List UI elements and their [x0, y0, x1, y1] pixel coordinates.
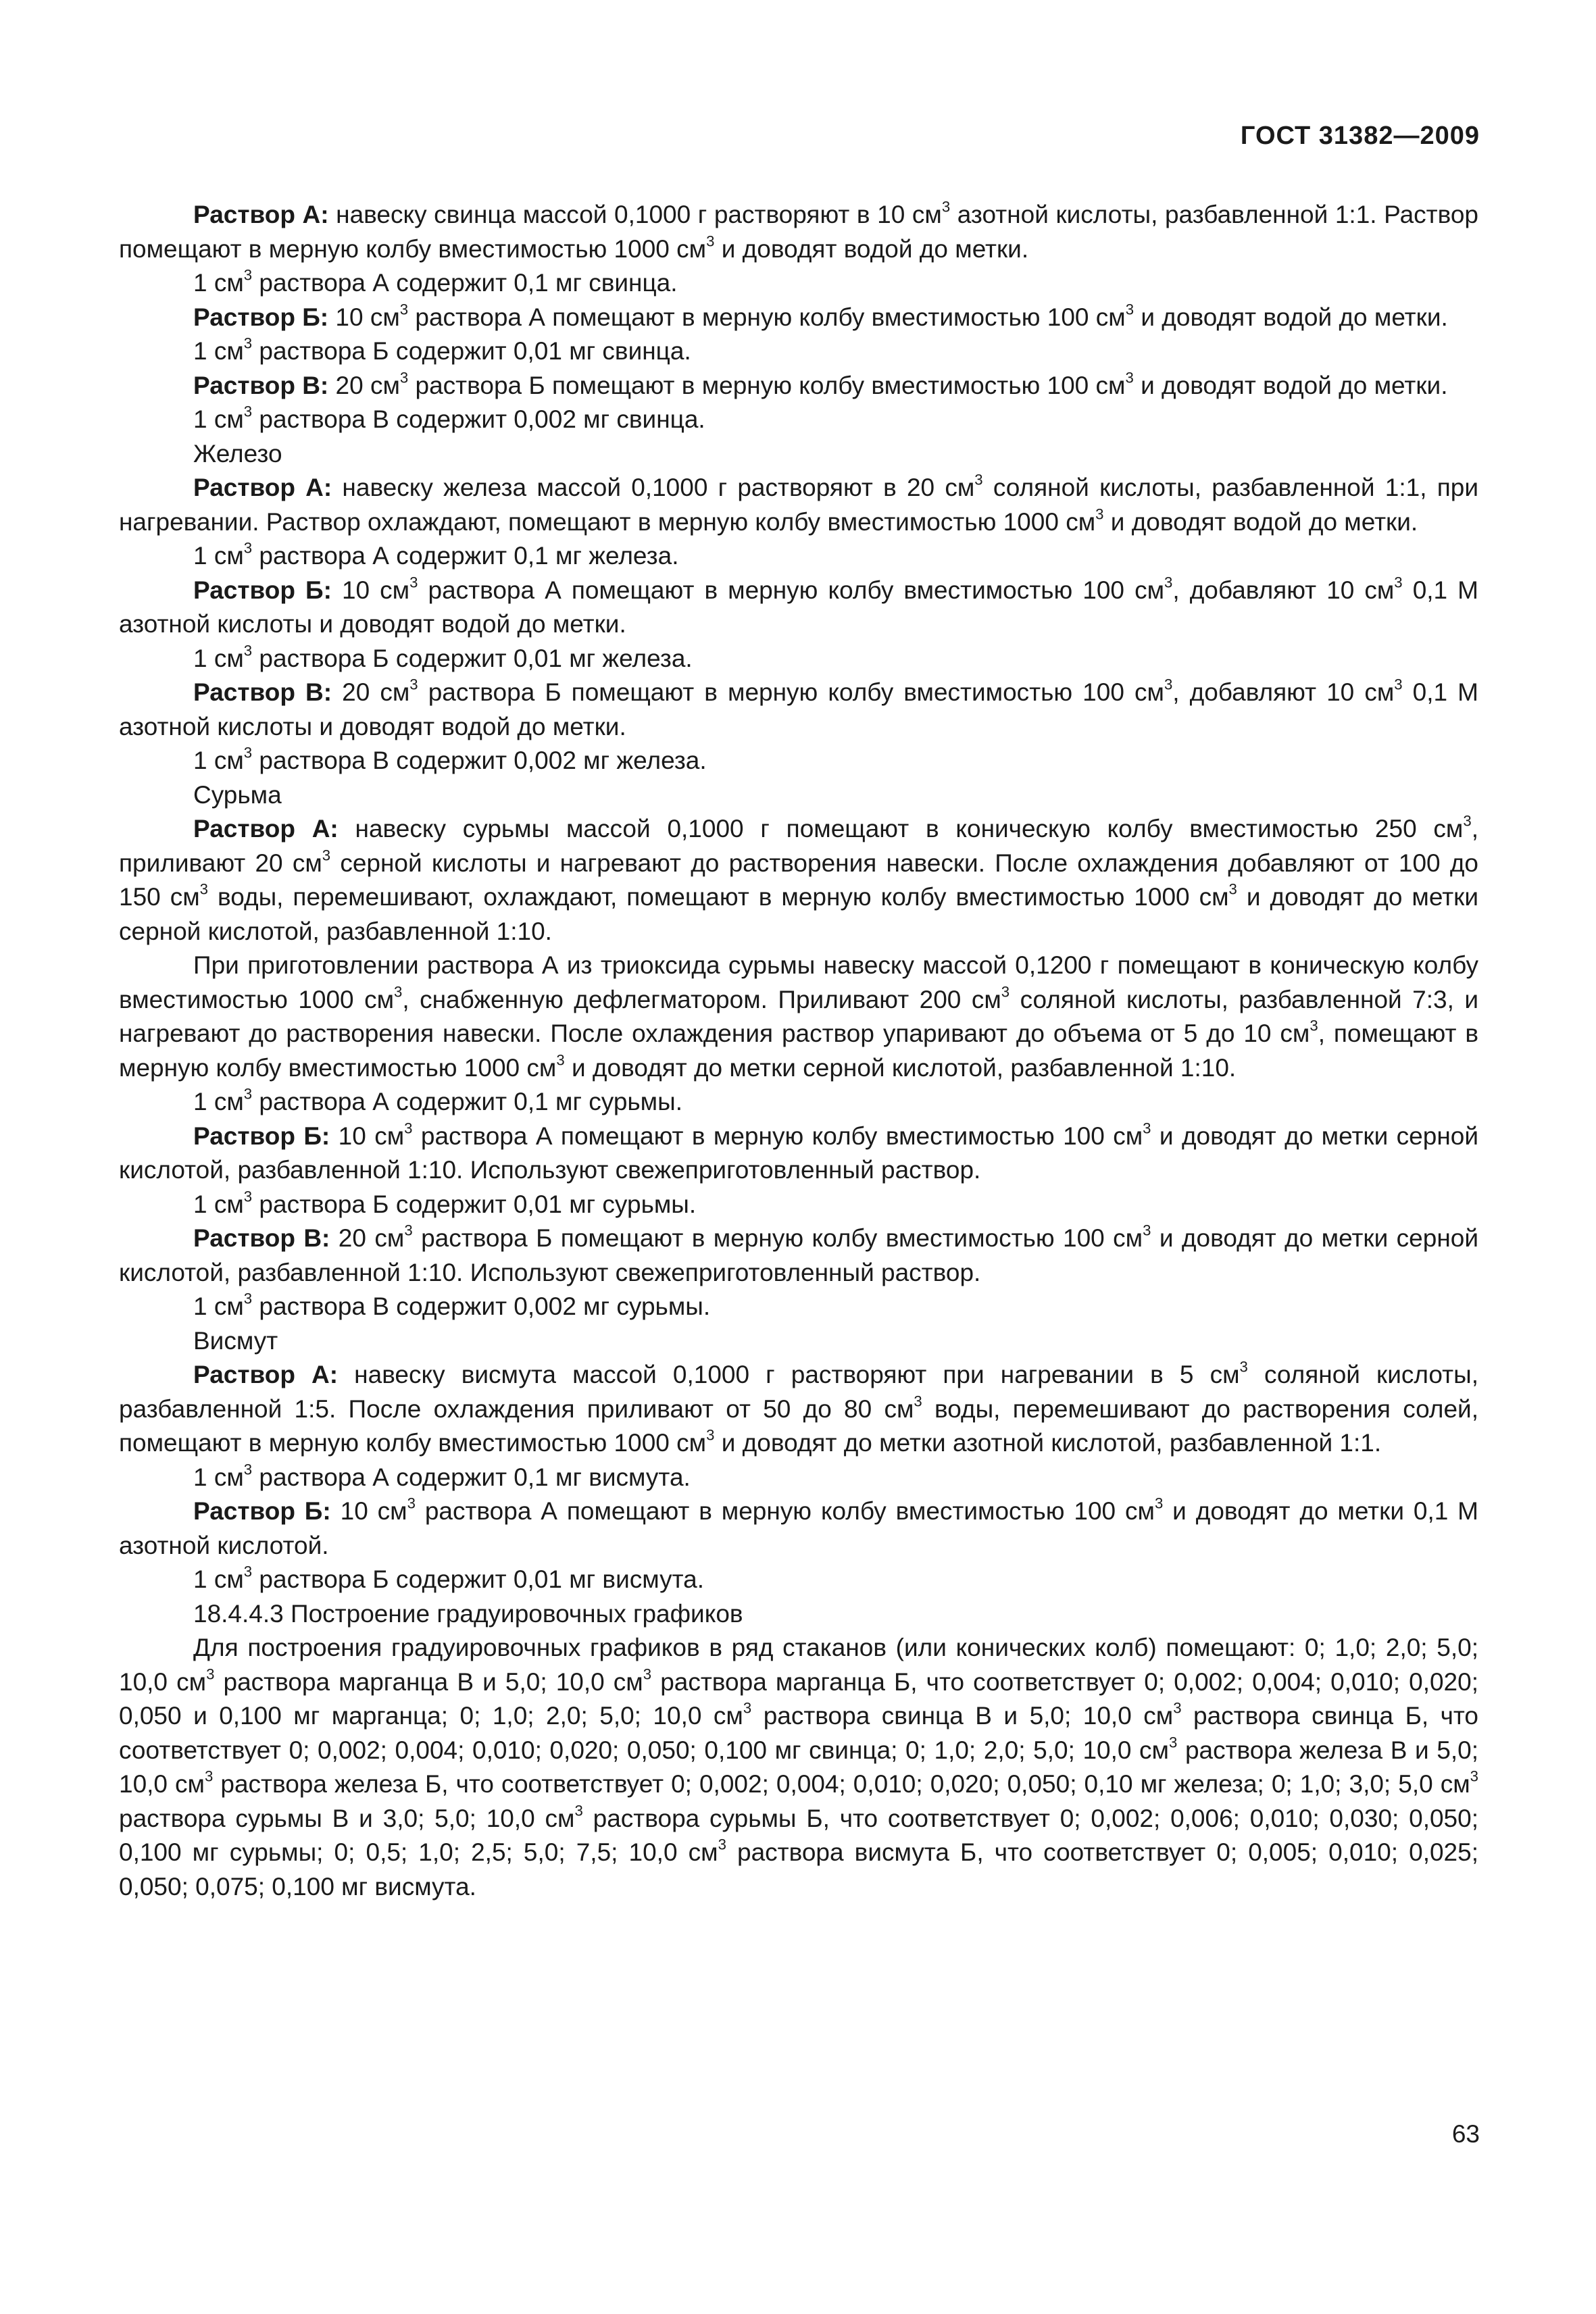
superscript: 3: [199, 880, 208, 898]
solution-label: Раствор А:: [193, 815, 339, 842]
solution-label: Раствор Б:: [193, 576, 332, 604]
superscript: 3: [399, 300, 409, 318]
superscript: 3: [974, 471, 983, 488]
superscript: 3: [409, 573, 418, 590]
superscript: 3: [404, 1119, 413, 1136]
paragraph: 1 $см^3$ раствора Б содержит 0,01 мг висмута.: [193, 1563, 704, 1593]
superscript: 3: [1173, 1699, 1182, 1717]
standard-code-header: ГОСТ 31382—2009: [1240, 122, 1480, 150]
superscript: 3: [206, 1665, 215, 1682]
paragraph: 1 $см^3$ раствора Б содержит 0,01 мг сурьмы.: [193, 1187, 697, 1218]
superscript: 3: [243, 641, 253, 659]
superscript: 3: [409, 676, 418, 693]
solution-label: Раствор Б:: [193, 303, 329, 331]
paragraph: Раствор А: навеску железа массой 0,1000 г растворяют в 20 $см^3$ соляной кислоты, разбавленной 1:1, при нагревании. Раствор охлаждают, помещают в мерную колбу вместимостью 1000 $см^3$ и доводят водой до метки.: [119, 471, 1478, 536]
superscript: 3: [643, 1665, 652, 1682]
superscript: 3: [1463, 812, 1472, 830]
superscript: 3: [1125, 368, 1134, 386]
paragraph: Раствор А: навеску висмута массой 0,1000 г растворяют при нагревании в 5 $см^3$ соляной кислоты, разбавленной 1:5. После охлаждения приливают от 50 до 80 $см^3$ воды, перемешивают до растворения солей, помещают в мерную колбу вместимостью 1000 $см^3$ и доводят до метки азотной кислотой, разбавленной 1:1.: [119, 1358, 1478, 1457]
page-number: 63: [1451, 2120, 1480, 2148]
superscript: 3: [556, 1051, 565, 1068]
superscript: 3: [1143, 1119, 1151, 1136]
superscript: 3: [404, 1222, 413, 1239]
paragraph: Раствор Б: 10 $см^3$ раствора А помещают в мерную колбу вместимостью 100 $см^3$ и доводят до метки 0,1 М азотной кислотой.: [119, 1494, 1479, 1559]
superscript: 3: [243, 1563, 253, 1580]
paragraph: Для построения градуировочных графиков в ряд стаканов (или конических колб) помещают: 0; 1,0; 2,0; 5,0; 10,0 $см^3$ раствора марганца В и 5,0; 10,0 $см^3$ раствора марганца Б, что соответствует 0; 0,002; 0,004; 0,010; 0,020; 0,050 и 0,100 мг марганца; 0; 1,0; 2,0; 5,0; 10,0 $см^3$ раствора свинца В и 5,0; 10,0 $см^3$ раствора свинца Б, что соответствует 0; 0,002; 0,004; 0,010; 0,020; 0,050; 0,100 мг свинца; 0; 1,0; 2,0; 5,0; 10,0 $см^3$ раствора железа В и 5,0; 10,0 $см^3$ раствора железа Б, что соответствует 0; 0,002; 0,004; 0,010; 0,020; 0,050; 0,10 мг железа; 0; 1,0; 3,0; 5,0 $см^3$ раствора сурьмы В и 3,0; 5,0; 10,0 $см^3$ раствора сурьмы Б, что соответствует 0; 0,002; 0,006; 0,010; 0,030; 0,050; 0,100 мг сурьмы; 0; 0,5; 1,0; 2,5; 5,0; 7,5; 10,0 $см^3$ раствора висмута Б, что соответствует 0; 0,005; 0,010; 0,025; 0,050; 0,075; 0,100 мг висмута.: [119, 1634, 1479, 1901]
solution-label: Раствор Б:: [193, 1497, 331, 1525]
superscript: 3: [718, 1836, 726, 1853]
paragraph: Раствор Б: 10 $см^3$ раствора А помещают в мерную колбу вместимостью 100 $см^3$, добавляют 10 $см^3$ 0,1 М азотной кислоты и доводят водой до метки.: [119, 573, 1479, 638]
superscript: 3: [243, 403, 253, 420]
superscript: 3: [1143, 1222, 1151, 1239]
superscript: 3: [243, 1085, 253, 1103]
superscript: 3: [1095, 505, 1104, 522]
document-body: [119, 198, 1478, 1904]
paragraph: 1 $см^3$ раствора Б содержит 0,01 мг свинца.: [193, 334, 691, 365]
superscript: 3: [1164, 573, 1173, 590]
superscript: 3: [1169, 1733, 1178, 1751]
paragraph: 18.4.4.3 Построение градуировочных графиков: [193, 1599, 743, 1628]
paragraph: Раствор Б: 10 $см^3$ раствора А помещают в мерную колбу вместимостью 100 $см^3$ и доводят водой до метки.: [193, 300, 1448, 331]
superscript: 3: [706, 232, 715, 249]
paragraph: 1 $см^3$ раствора Б содержит 0,01 мг железа.: [193, 641, 693, 672]
paragraph: 1 $см^3$ раствора А содержит 0,1 мг сурьмы.: [193, 1085, 682, 1115]
superscript: 3: [1394, 573, 1403, 590]
paragraph: Висмут: [193, 1326, 278, 1355]
paragraph: 1 $см^3$ раствора В содержит 0,002 мг сурьмы.: [193, 1290, 711, 1320]
superscript: 3: [1228, 880, 1237, 898]
superscript: 3: [1125, 300, 1134, 318]
superscript: 3: [1001, 982, 1010, 1000]
superscript: 3: [243, 539, 253, 557]
superscript: 3: [1470, 1767, 1479, 1785]
solution-label: Раствор В:: [193, 1224, 330, 1252]
superscript: 3: [243, 1187, 253, 1205]
superscript: 3: [1394, 676, 1403, 693]
solution-label: Раствор В:: [193, 678, 332, 706]
paragraph: 1 $см^3$ раствора А содержит 0,1 мг висмута.: [193, 1460, 691, 1491]
superscript: 3: [322, 846, 331, 863]
superscript: 3: [243, 1290, 253, 1307]
paragraph: Железо: [193, 439, 282, 468]
paragraph: При приготовлении раствора А из триоксида сурьмы навеску массой 0,1200 г помещают в коническую колбу вместимостью 1000 $см^3$, снабженную дефлегматором. Приливают 200 $см^3$ соляной кислоты, разбавленной 7:3, и нагревают до растворения навески. После охлаждения раствор упаривают до объема от 5 до 10 $см^3$, помещают в мерную колбу вместимостью 1000 $см^3$ и доводят до метки серной кислотой, разбавленной 1:10.: [119, 951, 1478, 1082]
superscript: 3: [243, 744, 253, 761]
solution-label: Раствор А:: [193, 1361, 339, 1388]
superscript: 3: [743, 1699, 752, 1717]
superscript: 3: [399, 368, 409, 386]
superscript: 3: [574, 1801, 583, 1819]
paragraph: 1 $см^3$ раствора В содержит 0,002 мг железа.: [193, 744, 707, 774]
superscript: 3: [394, 982, 403, 1000]
superscript: 3: [1154, 1494, 1164, 1512]
paragraph: 1 $см^3$ раствора В содержит 0,002 мг свинца.: [193, 403, 705, 433]
paragraph: Раствор В: 20 $см^3$ раствора Б помещают в мерную колбу вместимостью 100 $см^3$ и доводят водой до метки.: [193, 368, 1448, 399]
superscript: 3: [1164, 676, 1173, 693]
superscript: 3: [706, 1426, 715, 1444]
paragraph: Раствор В: 20 $см^3$ раствора Б помещают в мерную колбу вместимостью 100 $см^3$, добавляют 10 $см^3$ 0,1 М азотной кислоты и доводят водой до метки.: [119, 676, 1479, 740]
paragraph: Сурьма: [193, 780, 282, 809]
superscript: 3: [1239, 1358, 1248, 1376]
paragraph: Раствор А: навеску сурьмы массой 0,1000 г помещают в коническую колбу вместимостью 250 $см^3$, приливают 20 $см^3$ серной кислоты и нагревают до растворения навески. После охлаждения добавляют от 100 до 150 $см^3$ воды, перемешивают, охлаждают, помещают в мерную колбу вместимостью 1000 $см^3$ и доводят до метки серной кислотой, разбавленной 1:10.: [119, 812, 1478, 945]
superscript: 3: [914, 1392, 922, 1409]
superscript: 3: [1310, 1017, 1318, 1034]
superscript: 3: [205, 1767, 214, 1785]
paragraph: 1 $см^3$ раствора А содержит 0,1 мг свинца.: [193, 266, 678, 297]
solution-label: Раствор Б:: [193, 1122, 330, 1150]
superscript: 3: [941, 198, 951, 216]
superscript: 3: [243, 334, 253, 352]
paragraph: 1 $см^3$ раствора А содержит 0,1 мг железа.: [193, 539, 679, 570]
paragraph: Раствор А: навеску свинца массой 0,1000 г растворяют в 10 $см^3$ азотной кислоты, разбавленной 1:1. Раствор помещают в мерную колбу вместимостью 1000 $см^3$ и доводят водой до метки.: [119, 198, 1479, 263]
superscript: 3: [243, 1460, 253, 1478]
superscript: 3: [407, 1494, 416, 1512]
paragraph: Раствор Б: 10 $см^3$ раствора А помещают в мерную колбу вместимостью 100 $см^3$ и доводят до метки серной кислотой, разбавленной 1:10. Используют свежеприготовленный раствор.: [119, 1119, 1478, 1184]
paragraph: Раствор В: 20 $см^3$ раствора Б помещают в мерную колбу вместимостью 100 $см^3$ и доводят до метки серной кислотой, разбавленной 1:10. Используют свежеприготовленный раствор.: [119, 1222, 1479, 1286]
solution-label: Раствор А:: [193, 474, 332, 501]
solution-label: Раствор А:: [193, 201, 329, 228]
superscript: 3: [243, 266, 253, 284]
solution-label: Раствор В:: [193, 371, 329, 399]
